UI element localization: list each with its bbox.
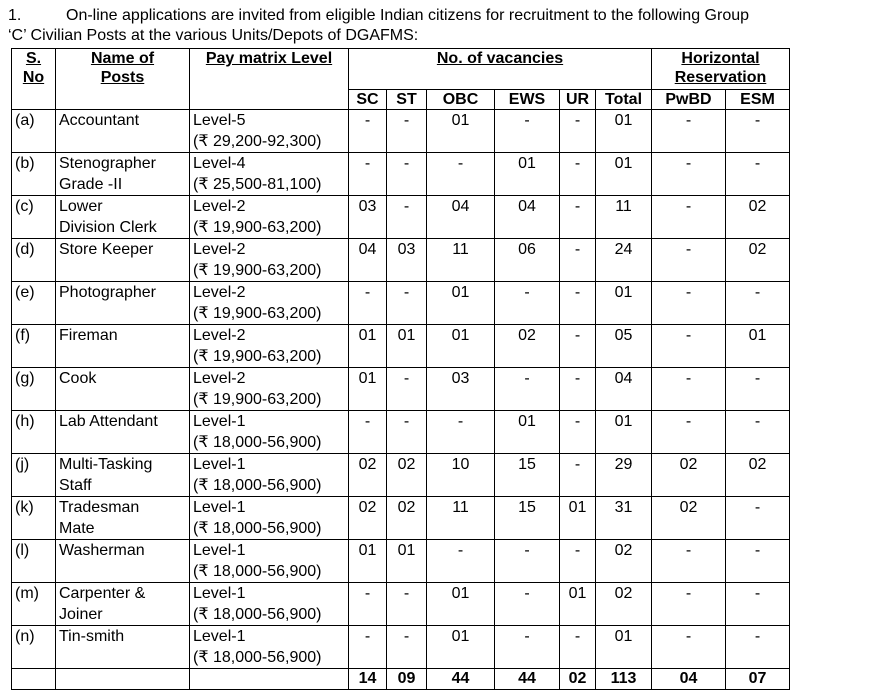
col-header-total: Total [596, 90, 652, 110]
cell-ur: - [560, 196, 596, 239]
pay-range: (₹ 29,200-92,300) [193, 133, 322, 150]
table-row [12, 239, 790, 282]
cell-total: 29 [596, 454, 652, 497]
cell-esm: - [726, 626, 790, 669]
cell-obc: 01 [427, 325, 495, 368]
table-row [12, 411, 790, 454]
table-row [12, 583, 790, 626]
cell-ur: - [560, 454, 596, 497]
cell-pay-level [190, 583, 349, 626]
cell-pay-level [190, 368, 349, 411]
cell-sno: (g) [12, 368, 56, 411]
col-header-esm: ESM [726, 90, 790, 110]
totals-blank-2 [56, 669, 190, 690]
cell-sno: (l) [12, 540, 56, 583]
cell-ur: - [560, 110, 596, 153]
pay-level: Level-1 [193, 585, 246, 602]
cell-st: - [387, 153, 427, 196]
cell-total: 11 [596, 196, 652, 239]
name-label-1: Name of [90, 50, 155, 67]
cell-pay-level [190, 282, 349, 325]
table-body [12, 110, 790, 669]
cell-pay-level [190, 153, 349, 196]
pay-level: Level-1 [193, 456, 246, 473]
totals-blank-1 [12, 669, 56, 690]
cell-ews: - [495, 626, 560, 669]
cell-pwbd: - [652, 110, 726, 153]
cell-ews: 01 [495, 153, 560, 196]
vacancy-table [11, 48, 790, 690]
cell-sno: (k) [12, 497, 56, 540]
intro-text-2: ‘C’ Civilian Posts at the various Units/Depots of DGAFMS: [8, 27, 419, 44]
cell-post-name [56, 110, 190, 153]
col-header-st: ST [387, 90, 427, 110]
cell-ews: - [495, 540, 560, 583]
post-name-line-2: Joiner [59, 606, 103, 623]
cell-total: 31 [596, 497, 652, 540]
col-header-pwbd: PwBD [652, 90, 726, 110]
cell-sc: - [349, 626, 387, 669]
post-name-line-1: Accountant [59, 112, 140, 129]
cell-ur: - [560, 282, 596, 325]
cell-obc: - [427, 540, 495, 583]
pay-range: (₹ 19,900-63,200) [193, 348, 322, 365]
col-header-obc: OBC [427, 90, 495, 110]
cell-post-name [56, 626, 190, 669]
cell-post-name [56, 540, 190, 583]
cell-pwbd: - [652, 153, 726, 196]
cell-st: - [387, 411, 427, 454]
cell-sc: - [349, 411, 387, 454]
post-name-line-1: Carpenter & [59, 585, 146, 602]
cell-esm: - [726, 282, 790, 325]
cell-sno: (j) [12, 454, 56, 497]
pay-level: Level-1 [193, 413, 246, 430]
cell-sno: (a) [12, 110, 56, 153]
cell-sc: - [349, 583, 387, 626]
post-name-line-1: Tradesman [59, 499, 140, 516]
pay-level: Level-2 [193, 327, 246, 344]
post-name-line-1: Cook [59, 370, 97, 387]
cell-st: - [387, 110, 427, 153]
cell-obc: 11 [427, 239, 495, 282]
cell-sc: 01 [349, 540, 387, 583]
cell-esm: - [726, 110, 790, 153]
post-name-line-1: Lower [59, 198, 103, 215]
cell-st: 02 [387, 497, 427, 540]
cell-ur: 01 [560, 497, 596, 540]
cell-ews: - [495, 110, 560, 153]
cell-sc: 01 [349, 325, 387, 368]
cell-ews: 04 [495, 196, 560, 239]
cell-obc: 11 [427, 497, 495, 540]
cell-st: 02 [387, 454, 427, 497]
cell-obc: 10 [427, 454, 495, 497]
pay-range: (₹ 25,500-81,100) [193, 176, 322, 193]
cell-esm: - [726, 411, 790, 454]
cell-ur: - [560, 626, 596, 669]
cell-post-name [56, 153, 190, 196]
cell-ur: - [560, 239, 596, 282]
total-st: 09 [387, 669, 427, 690]
post-name-line-2: Staff [59, 477, 92, 494]
col-header-ews: EWS [495, 90, 560, 110]
cell-esm: - [726, 540, 790, 583]
totals-blank-3 [190, 669, 349, 690]
cell-total: 01 [596, 282, 652, 325]
pay-level: Level-5 [193, 112, 246, 129]
table-row [12, 196, 790, 239]
cell-ur: - [560, 411, 596, 454]
total-pwbd: 04 [652, 669, 726, 690]
cell-post-name [56, 325, 190, 368]
pay-range: (₹ 18,000-56,900) [193, 606, 322, 623]
pay-range: (₹ 19,900-63,200) [193, 305, 322, 322]
post-name-line-1: Multi-Tasking [59, 456, 153, 473]
post-name-line-1: Washerman [59, 542, 145, 559]
cell-pwbd: - [652, 325, 726, 368]
pay-range: (₹ 19,900-63,200) [193, 219, 322, 236]
cell-esm: - [726, 583, 790, 626]
cell-esm: - [726, 368, 790, 411]
table-row [12, 454, 790, 497]
col-header-ur: UR [560, 90, 596, 110]
pay-range: (₹ 18,000-56,900) [193, 649, 322, 666]
post-name-line-1: Tin-smith [59, 628, 125, 645]
table-row [12, 325, 790, 368]
cell-sno: (m) [12, 583, 56, 626]
cell-total: 01 [596, 626, 652, 669]
cell-sc: 02 [349, 454, 387, 497]
sno-label-1: S. [25, 50, 42, 67]
cell-pay-level [190, 626, 349, 669]
totals-row [12, 669, 790, 690]
cell-pay-level [190, 110, 349, 153]
pay-level: Level-1 [193, 499, 246, 516]
paragraph-number: 1. [8, 7, 22, 24]
cell-post-name [56, 282, 190, 325]
cell-pay-level [190, 454, 349, 497]
cell-esm: - [726, 497, 790, 540]
col-header-sc: SC [349, 90, 387, 110]
pay-level: Level-2 [193, 370, 246, 387]
cell-obc: 01 [427, 583, 495, 626]
cell-sno: (n) [12, 626, 56, 669]
cell-ews: - [495, 583, 560, 626]
post-name-line-1: Photographer [59, 284, 156, 301]
cell-esm: 01 [726, 325, 790, 368]
table-row [12, 153, 790, 196]
post-name-line-2: Division Clerk [59, 219, 157, 236]
col-header-name [56, 49, 190, 110]
table-row [12, 110, 790, 153]
cell-ur: - [560, 325, 596, 368]
cell-st: - [387, 583, 427, 626]
cell-sc: - [349, 153, 387, 196]
pay-label: Pay matrix Level [205, 50, 333, 67]
cell-esm: 02 [726, 196, 790, 239]
cell-sno: (c) [12, 196, 56, 239]
cell-obc: - [427, 411, 495, 454]
cell-ews: 02 [495, 325, 560, 368]
pay-range: (₹ 18,000-56,900) [193, 563, 322, 580]
post-name-line-1: Stenographer [59, 155, 156, 172]
cell-pwbd: - [652, 239, 726, 282]
pay-range: (₹ 18,000-56,900) [193, 434, 322, 451]
pay-range: (₹ 18,000-56,900) [193, 477, 322, 494]
cell-pwbd: - [652, 196, 726, 239]
cell-pay-level [190, 540, 349, 583]
post-name-line-1: Lab Attendant [59, 413, 158, 430]
cell-obc: - [427, 153, 495, 196]
cell-post-name [56, 196, 190, 239]
post-name-line-2: Mate [59, 520, 95, 537]
cell-pwbd: - [652, 411, 726, 454]
table-row [12, 282, 790, 325]
total-esm: 07 [726, 669, 790, 690]
cell-pwbd: - [652, 282, 726, 325]
cell-sno: (b) [12, 153, 56, 196]
pay-level: Level-2 [193, 284, 246, 301]
cell-ur: - [560, 540, 596, 583]
cell-post-name [56, 411, 190, 454]
table-row [12, 368, 790, 411]
post-name-line-2: Grade -II [59, 176, 123, 193]
pay-level: Level-4 [193, 155, 246, 172]
cell-esm: 02 [726, 454, 790, 497]
pay-range: (₹ 18,000-56,900) [193, 520, 322, 537]
cell-sno: (d) [12, 239, 56, 282]
cell-obc: 04 [427, 196, 495, 239]
cell-sno: (e) [12, 282, 56, 325]
cell-obc: 01 [427, 110, 495, 153]
cell-ews: - [495, 368, 560, 411]
cell-ews: 15 [495, 454, 560, 497]
col-header-pay [190, 49, 349, 110]
cell-ur: 01 [560, 583, 596, 626]
total-obc: 44 [427, 669, 495, 690]
cell-pwbd: - [652, 540, 726, 583]
cell-total: 24 [596, 239, 652, 282]
cell-pay-level [190, 325, 349, 368]
intro-text-1: On-line applications are invited from eligible Indian citizens for recruitment to the following Group [66, 7, 750, 24]
cell-total: 01 [596, 110, 652, 153]
cell-sno: (f) [12, 325, 56, 368]
vacancies-label: No. of vacancies [436, 50, 564, 67]
cell-total: 05 [596, 325, 652, 368]
cell-sc: 02 [349, 497, 387, 540]
cell-total: 02 [596, 540, 652, 583]
cell-ews: 15 [495, 497, 560, 540]
intro-paragraph [8, 6, 858, 46]
table-row [12, 626, 790, 669]
header-row-1 [12, 49, 790, 90]
cell-pay-level [190, 196, 349, 239]
cell-total: 04 [596, 368, 652, 411]
pay-level: Level-1 [193, 542, 246, 559]
horizontal-label-1: Horizontal [681, 50, 760, 67]
cell-sc: 04 [349, 239, 387, 282]
cell-ews: - [495, 282, 560, 325]
cell-pwbd: 02 [652, 497, 726, 540]
cell-st: 03 [387, 239, 427, 282]
cell-st: - [387, 626, 427, 669]
sno-label-2: No [22, 69, 45, 86]
cell-obc: 01 [427, 626, 495, 669]
cell-obc: 01 [427, 282, 495, 325]
cell-sc: 01 [349, 368, 387, 411]
cell-total: 02 [596, 583, 652, 626]
cell-obc: 03 [427, 368, 495, 411]
pay-level: Level-2 [193, 198, 246, 215]
total-sc: 14 [349, 669, 387, 690]
cell-ews: 06 [495, 239, 560, 282]
pay-level: Level-2 [193, 241, 246, 258]
total-ews: 44 [495, 669, 560, 690]
cell-pay-level [190, 239, 349, 282]
cell-post-name [56, 239, 190, 282]
cell-pwbd: - [652, 626, 726, 669]
post-name-line-1: Store Keeper [59, 241, 154, 258]
post-name-line-1: Fireman [59, 327, 118, 344]
cell-st: - [387, 196, 427, 239]
cell-pay-level [190, 497, 349, 540]
cell-post-name [56, 454, 190, 497]
name-label-2: Posts [100, 69, 145, 86]
cell-sc: - [349, 282, 387, 325]
pay-range: (₹ 19,900-63,200) [193, 391, 322, 408]
col-header-vacancies [349, 49, 652, 90]
table-row [12, 540, 790, 583]
cell-sno: (h) [12, 411, 56, 454]
cell-pwbd: - [652, 368, 726, 411]
cell-post-name [56, 497, 190, 540]
intro-line-1 [8, 6, 858, 26]
cell-ur: - [560, 368, 596, 411]
cell-post-name [56, 368, 190, 411]
cell-total: 01 [596, 411, 652, 454]
pay-range: (₹ 19,900-63,200) [193, 262, 322, 279]
cell-pay-level [190, 411, 349, 454]
cell-esm: - [726, 153, 790, 196]
cell-total: 01 [596, 153, 652, 196]
cell-st: 01 [387, 325, 427, 368]
col-header-horizontal [652, 49, 790, 90]
cell-sc: - [349, 110, 387, 153]
cell-esm: 02 [726, 239, 790, 282]
total-total: 113 [596, 669, 652, 690]
cell-pwbd: 02 [652, 454, 726, 497]
cell-ews: 01 [495, 411, 560, 454]
pay-level: Level-1 [193, 628, 246, 645]
cell-st: - [387, 368, 427, 411]
total-ur: 02 [560, 669, 596, 690]
cell-st: 01 [387, 540, 427, 583]
cell-pwbd: - [652, 583, 726, 626]
horizontal-label-2: Reservation [674, 69, 767, 86]
cell-post-name [56, 583, 190, 626]
cell-ur: - [560, 153, 596, 196]
cell-sc: 03 [349, 196, 387, 239]
table-row [12, 497, 790, 540]
cell-st: - [387, 282, 427, 325]
col-header-sno [12, 49, 56, 110]
